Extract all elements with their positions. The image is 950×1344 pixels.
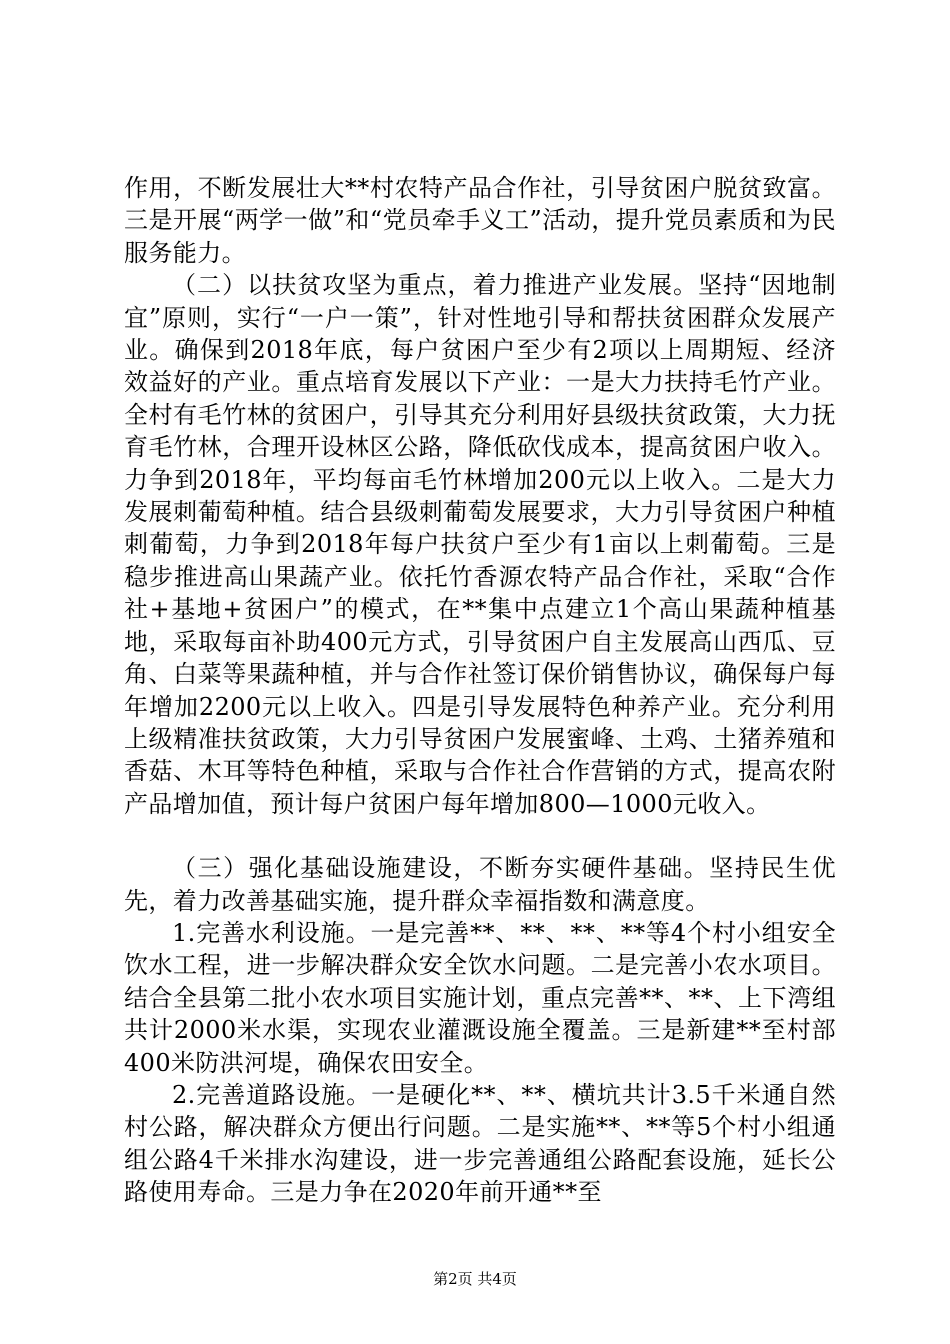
paragraph-industry-development: （二）以扶贫攻坚为重点，着力推进产业发展。坚持“因地制宜”原则，实行“一户一策”，针对性地引导和帮扶贫困群众发展产业。确保到2018年底，每户贫困户至少有2项以上周期短、经济效益好的产业。重点培育发展以下产业：一是大力扶持毛竹产业。全村有毛竹林的贫困户，引导其充分利用好县级扶贫政策，大力抚育毛竹林，合理开设林区公路，降低砍伐成本，提高贫困户收入。力争到2018年，平均每亩毛竹林增加200元以上收入。二是大力发展刺葡萄种植。结合县级刺葡萄发展要求，大力引导贫困户种植刺葡萄，力争到2018年每户扶贫户至少有1亩以上刺葡萄。三是稳步推进高山果蔬产业。依托竹香源农特产品合作社，采取“合作社+基地+贫困户”的模式，在**集中点建立1个高山果蔬种植基地，采取每亩补助400元方式，引导贫困户自主发展高山西瓜、豆角、白菜等果蔬种植，并与合作社签订保价销售协议，确保每户每年增加2200元以上收入。四是引导发展特色种养产业。充分利用上级精准扶贫政策，大力引导贫困户发展蜜峰、土鸡、土猪养殖和香菇、木耳等特色种植，采取与合作社合作营销的方式，提高农附产品增加值，预计每户贫困户每年增加800—1000元收入。 (124, 271, 836, 818)
document-body (124, 172, 836, 1209)
paragraph-continuation: 作用，不断发展壮大**村农特产品合作社，引导贫困户脱贫致富。三是开展“两学一做”和“党员牵手义工”活动，提升党员素质和为民服务能力。 (124, 174, 836, 267)
page-number-footer: 第2页 共4页 (433, 1270, 517, 1288)
paragraph-water-facilities: 1.完善水利设施。一是完善**、**、**、**等4个村小组安全饮水工程，进一步解决群众安全饮水问题。二是完善小农水项目。结合全县第二批小农水项目实施计划，重点完善**、**、上下湾组共计2000米水渠，实现农业灌溉设施全覆盖。三是新建**至村部400米防洪河堤，确保农田安全。 (124, 918, 836, 1077)
paragraph-road-facilities: 2.完善道路设施。一是硬化**、**、横坑共计3.5千米通自然村公路，解决群众方便出行问题。二是实施**、**等5个村小组通组公路4千米排水沟建设，进一步完善通组公路配套设施，延长公路使用寿命。三是力争在2020年前开通**至 (124, 1080, 836, 1207)
paragraph-infrastructure-heading: （三）强化基础设施建设，不断夯实硬件基础。坚持民生优先，着力改善基础实施，提升群众幸福指数和满意度。 (124, 854, 836, 915)
